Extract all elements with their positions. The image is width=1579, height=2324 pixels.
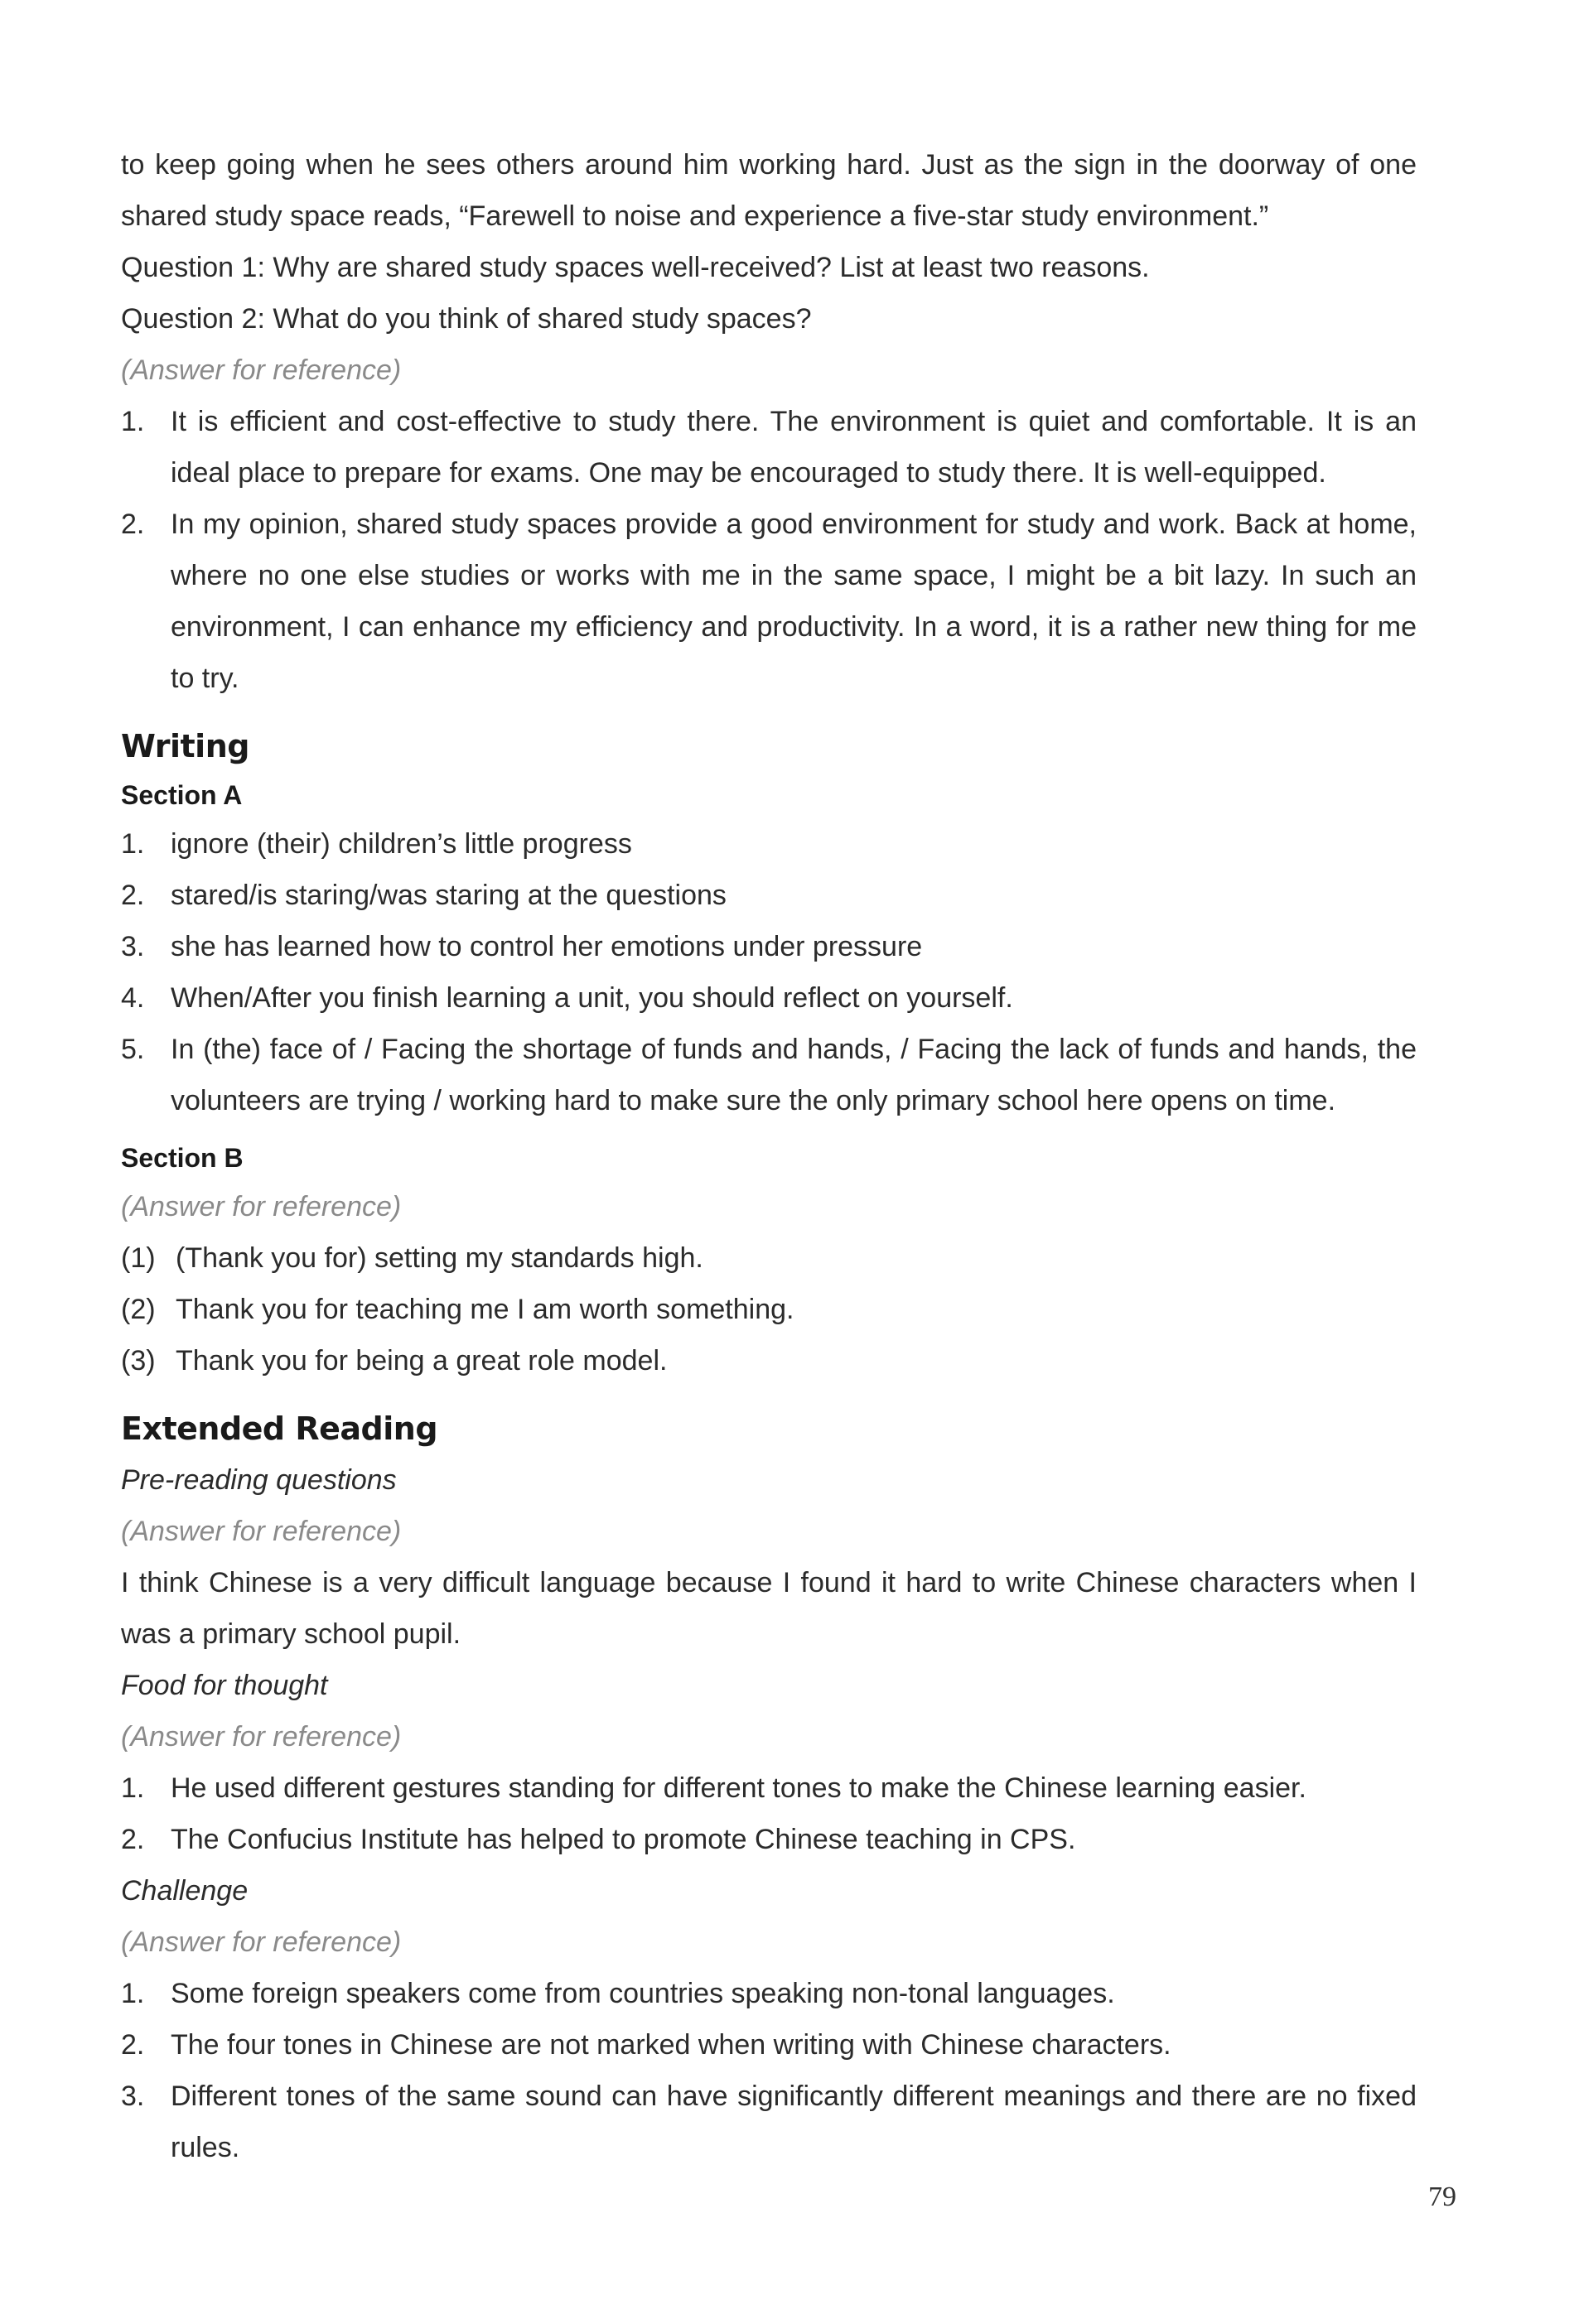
list-item: 1. It is efficient and cost-effective to study there. The environment is quiet and comfortable. It is an ideal place to prepare for exams. One may be encouraged to study there. It is well-equipped. [121,406,1417,489]
page-number: 79 [1428,2182,1456,2212]
intro-answer-list [121,396,1417,704]
pre-reading-answer: I think Chinese is a very difficult language because I found it hard to write Chinese characters when I was a primary school pupil. [121,1567,1417,1650]
list-item: 2. The four tones in Chinese are not marked when writing with Chinese characters. [121,2029,1171,2061]
section-b-heading: Section B [121,1143,244,1173]
list-item: 2. stared/is staring/was staring at the questions [121,880,727,911]
food-for-thought-label: Food for thought [121,1670,328,1701]
answer-reference-note: (Answer for reference) [121,1926,402,1958]
list-item: 3. Different tones of the same sound can have significantly different meanings and there are no fixed rules. [121,2081,1417,2163]
writing-heading: Writing [121,728,249,764]
challenge-list [121,1968,1417,2173]
list-item: 4. When/After you finish learning a unit, you should reflect on yourself. [121,982,1013,1014]
list-item: 3. she has learned how to control her emotions under pressure [121,931,923,962]
answer-reference-note: (Answer for reference) [121,1721,402,1753]
pre-reading-label: Pre-reading questions [121,1464,397,1496]
section-b-list [121,1232,1417,1386]
answer-reference-note: (Answer for reference) [121,354,402,386]
list-item: 2. In my opinion, shared study spaces provide a good environment for study and work. Back at home, where no one else studies or works with me in the same space, I might be a bit lazy. In such an environment, I can enhance my efficiency and productivity. In a word, it is a rather new thing for me to try. [121,509,1417,694]
section-a-list [121,818,1417,1126]
intro-paragraph: to keep going when he sees others around him working hard. Just as the sign in the doorway of one shared study space reads, “Farewell to noise and experience a five-star study environment.” [121,149,1417,232]
answer-reference-note: (Answer for reference) [121,1191,402,1222]
extended-reading-heading: Extended Reading [121,1410,438,1447]
list-item: (2) Thank you for teaching me I am worth something. [121,1294,794,1325]
question-1: Question 1: Why are shared study spaces well-received? List at least two reasons. [121,252,1150,283]
food-for-thought-list [121,1762,1417,1865]
list-item: 1. He used different gestures standing for different tones to make the Chinese learning easier. [121,1772,1306,1804]
list-item: 1. Some foreign speakers come from countries speaking non-tonal languages. [121,1978,1115,2009]
question-2: Question 2: What do you think of shared study spaces? [121,303,812,335]
list-item: 2. The Confucius Institute has helped to promote Chinese teaching in CPS. [121,1824,1076,1855]
list-item: (1) (Thank you for) setting my standards high. [121,1242,703,1274]
list-item: (3) Thank you for being a great role model. [121,1345,668,1377]
list-item: 5. In (the) face of / Facing the shortage of funds and hands, / Facing the lack of funds and hands, the volunteers are trying / working hard to make sure the only primary school here opens on time. [121,1034,1417,1116]
answer-reference-note: (Answer for reference) [121,1516,402,1547]
challenge-label: Challenge [121,1875,249,1907]
section-a-heading: Section A [121,780,243,810]
list-item: 1. ignore (their) children’s little progress [121,828,632,860]
